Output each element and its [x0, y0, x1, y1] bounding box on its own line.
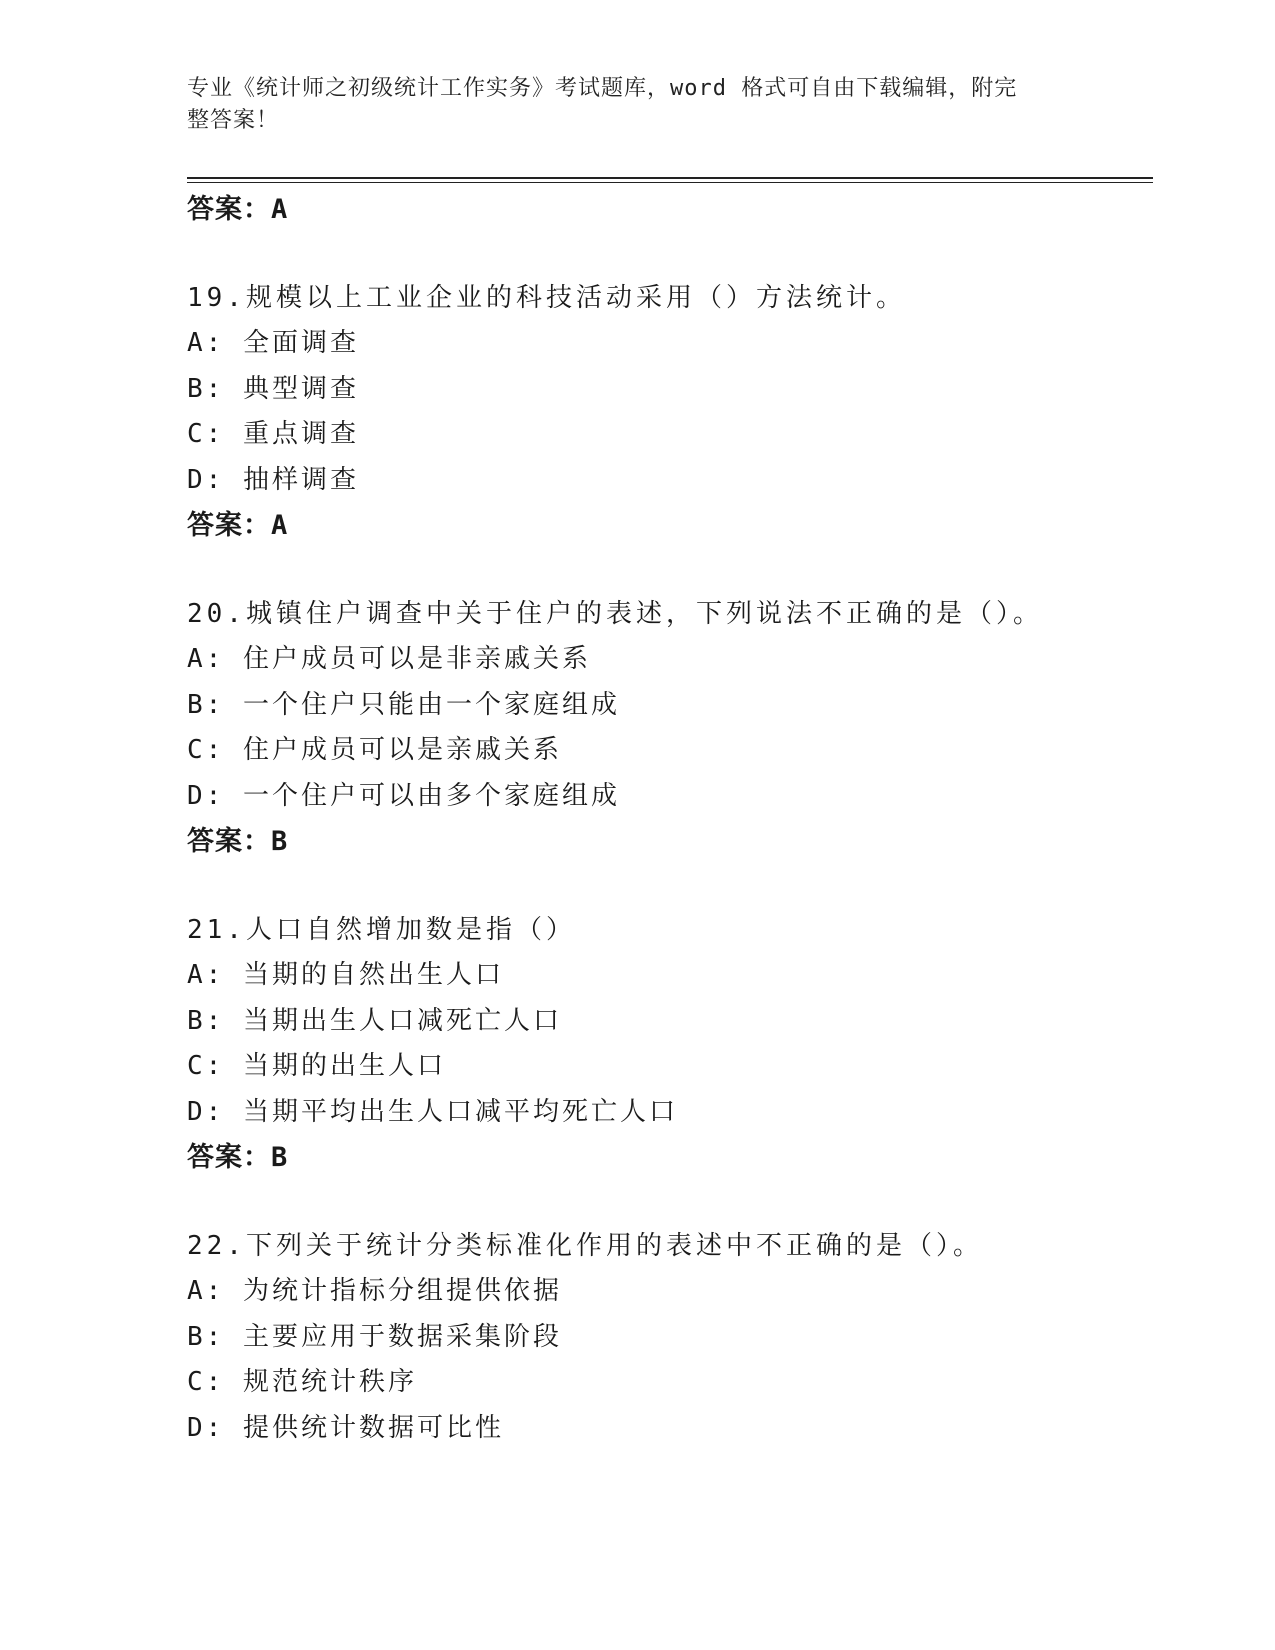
option-d: D: 抽样调查 [187, 464, 359, 495]
header-line-2: 整答案！ [187, 108, 280, 133]
option-b: B: 主要应用于数据采集阶段 [187, 1321, 562, 1352]
document-header [187, 73, 1087, 137]
question-19 [187, 276, 1147, 549]
question-stem: 19.规模以上工业企业的科技活动采用（）方法统计。 [187, 283, 906, 313]
question-stem: 21.人口自然增加数是指（） [187, 915, 576, 945]
option-c: C: 当期的出生人口 [187, 1051, 446, 1082]
question-21 [187, 908, 1147, 1181]
option-a: A: 全面调查 [187, 328, 359, 359]
option-c: C: 重点调查 [187, 419, 359, 450]
option-a: A: 为统计指标分组提供依据 [187, 1276, 562, 1307]
answer: 答案：A [187, 510, 289, 542]
top-answer: 答案：A [187, 194, 289, 225]
option-d: D: 提供统计数据可比性 [187, 1412, 504, 1443]
question-stem: 20.城镇住户调查中关于住户的表述，下列说法不正确的是（）。 [187, 599, 1043, 629]
answer: 答案：B [187, 1142, 289, 1174]
option-b: B: 典型调查 [187, 373, 359, 404]
option-c: C: 规范统计秩序 [187, 1367, 417, 1398]
option-d: D: 当期平均出生人口减平均死亡人口 [187, 1096, 678, 1127]
option-a: A: 当期的自然出生人口 [187, 960, 504, 991]
header-line-1: 专业《统计师之初级统计工作实务》考试题库，word 格式可自由下载编辑，附完 [187, 76, 1018, 101]
answer: 答案：B [187, 826, 289, 858]
option-d: D: 一个住户可以由多个家庭组成 [187, 780, 620, 811]
question-22 [187, 1224, 1147, 1451]
option-b: B: 一个住户只能由一个家庭组成 [187, 689, 620, 720]
header-divider [187, 177, 1153, 179]
header-divider-thin [187, 182, 1153, 183]
option-b: B: 当期出生人口减死亡人口 [187, 1005, 562, 1036]
option-c: C: 住户成员可以是亲戚关系 [187, 735, 562, 766]
question-stem: 22.下列关于统计分类标准化作用的表述中不正确的是（）。 [187, 1231, 983, 1261]
question-20 [187, 592, 1147, 865]
option-a: A: 住户成员可以是非亲戚关系 [187, 644, 591, 675]
